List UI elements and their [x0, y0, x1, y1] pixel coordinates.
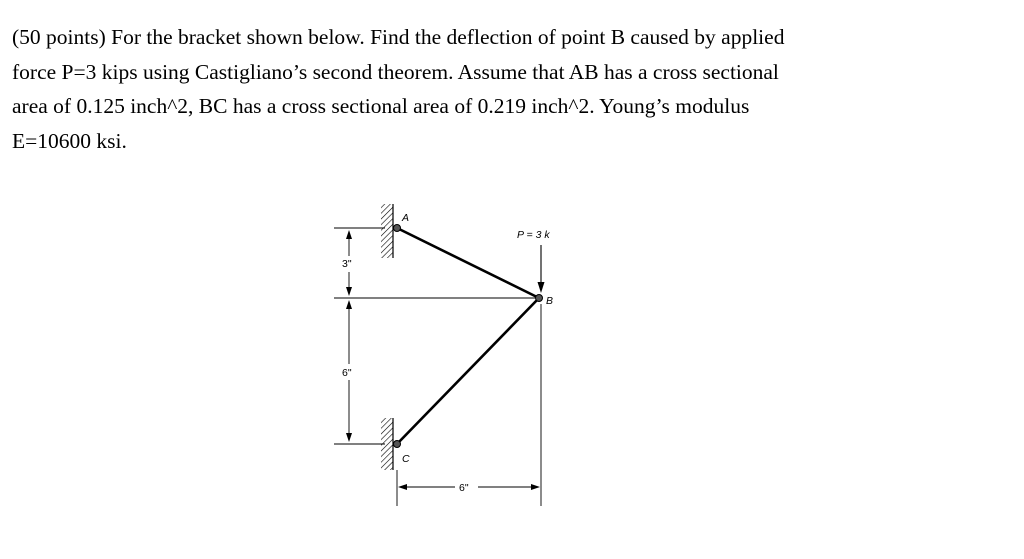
pin-a	[394, 225, 401, 232]
dimension-label-6in-horizontal: 6"	[459, 482, 469, 494]
load-arrow	[538, 245, 545, 293]
pin-b	[536, 295, 543, 302]
pin-c	[394, 441, 401, 448]
label-point-c: C	[402, 453, 410, 465]
problem-line-1: (50 points) For the bracket shown below. Find the deflection of point B caused by applied	[12, 25, 785, 49]
problem-line-4: E=10600 ksi.	[12, 128, 127, 153]
problem-line-3: area of 0.125 inch^2, BC has a cross sectional area of 0.219 inch^2. Young’s modulus	[12, 94, 750, 118]
label-point-a: A	[402, 212, 410, 224]
problem-line-2: force P=3 kips using Castigliano’s second theorem. Assume that AB has a cross sectional	[12, 59, 779, 84]
dimension-horizontal	[398, 484, 540, 490]
member-bc	[397, 298, 539, 444]
dimension-label-3in: 3"	[342, 258, 352, 270]
load-label: P = 3 k	[517, 229, 550, 241]
wall-support-a	[381, 204, 393, 258]
label-point-b: B	[546, 295, 554, 307]
dimension-label-6in-vertical: 6"	[342, 367, 352, 379]
